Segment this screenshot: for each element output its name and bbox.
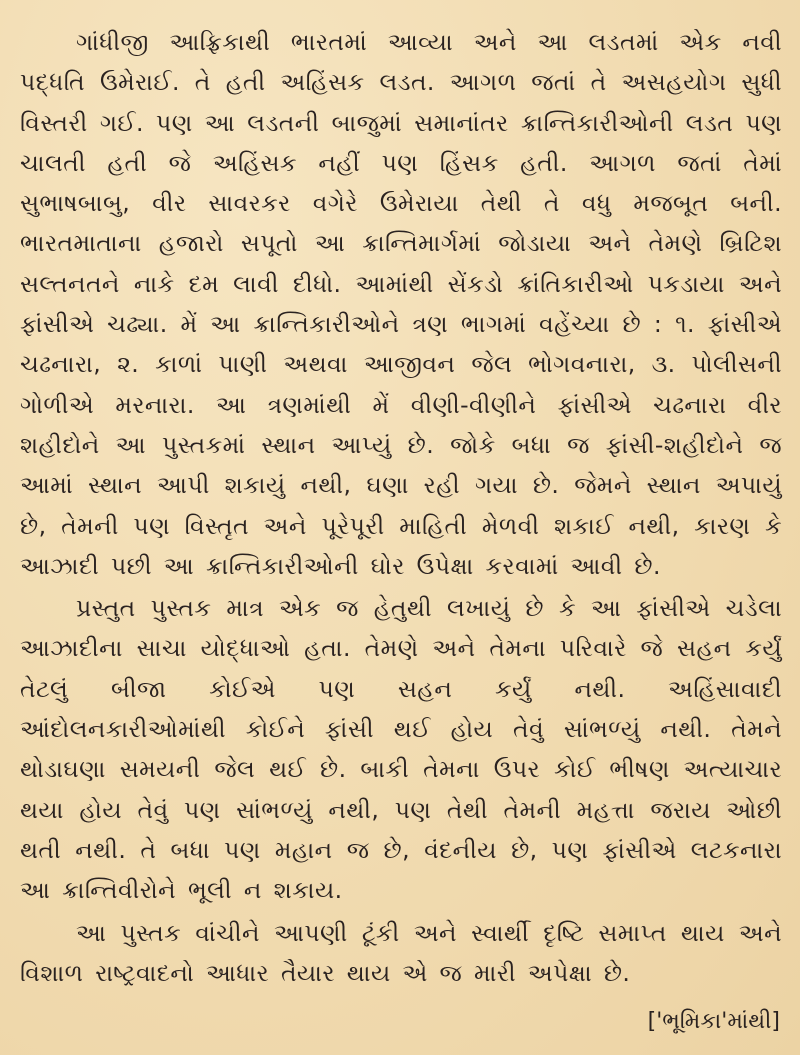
paragraph-3: આ પુસ્તક વાંચીને આપણી ટૂંકી અને સ્વાર્થી દૃષ્ટિ સમાપ્ત થાય અને વિશાળ રાષ્ટ્રવાદનો આધાર તૈયાર થાય એ જ મારી અપેક્ષા છે. [20, 918, 782, 987]
source-attribution: ['ભૂમિકા'માંથી] [647, 1009, 780, 1034]
paragraph-1: ગાંધીજી આફ્રિકાથી ભારતમાં આવ્યા અને આ લડતમાં એક નવી પદ્ધતિ ઉમેરાઈ. તે હતી અહિંસક લડત. આગળ જતાં તે અસહયોગ સુધી વિસ્તરી ગઈ. પણ આ લડતની બાજુમાં સમાનાંતર ક્રાન્તિકારીઓની લડત પણ ચાલતી હતી જે અહિંસક નહીં પણ હિંસક હતી. આગળ જતાં તેમાં સુભાષબાબુ, વીર સાવરકર વગેરે ઉમેરાયા તેથી તે વધુ મજબૂત બની. ભારતમાતાના હજારો સપૂતો આ ક્રાન્તિમાર્ગમાં જોડાયા અને તેમણે બ્રિટિશ સલ્તનતને નાકે દમ લાવી દીધો. આમાંથી સેંકડો ક્રાંતિકારીઓ પકડાયા અને ફાંસીએ ચઢ્યા. મેં આ ક્રાન્તિકારીઓને ત્રણ ભાગમાં વહેંચ્યા છે : ૧. ફાંસીએ ચઢનારા, ૨. કાળાં પાણી અથવા આજીવન જેલ ભોગવનારા, ૩. પોલીસની ગોળીએ મરનારા. આ ત્રણમાંથી મેં વીણી-વીણીને ફાંસીએ ચઢનારા વીર શહીદોને આ પુસ્તકમાં સ્થાન આપ્યું છે. જોકે બધા જ ફાંસી-શહીદોને જ આમાં સ્થાન આપી શકાયું નથી, ઘણા રહી ગયા છે. જેમને સ્થાન અપાયું છે, તેમની પણ વિસ્તૃત અને પૂરેપૂરી માહિતી મેળવી શકાઈ નથી, કારણ કે આઝાદી પછી આ ક્રાન્તિકારીઓની ઘોર ઉપેક્ષા કરવામાં આવી છે. [20, 28, 782, 580]
paragraph-2: પ્રસ્તુત પુસ્તક માત્ર એક જ હેતુથી લખાયું છે કે આ ફાંસીએ ચડેલા આઝાદીના સાચા યોદ્ધાઓ હતા. તેમણે અને તેમના પરિવારે જે સહન કર્યું તેટલું બીજા કોઈએ પણ સહન કર્યું નથી. અહિંસાવાદી આંદોલનકારીઓમાંથી કોઈને ફાંસી થઈ હોય તેવું સાંભળ્યું નથી. તેમને થોડાઘણા સમયની જેલ થઈ છે. બાકી તેમના ઉપર કોઈ ભીષણ અત્યાચાર થયા હોય તેવું પણ સાંભળ્યું નથી, પણ તેથી તેમની મહત્તા જરાય ઓછી થતી નથી. તે બધા પણ મહાન જ છે, વંદનીય છે, પણ ફાંસીએ લટકનારા આ ક્રાન્તિવીરોને ભૂલી ન શકાય. [20, 594, 782, 905]
